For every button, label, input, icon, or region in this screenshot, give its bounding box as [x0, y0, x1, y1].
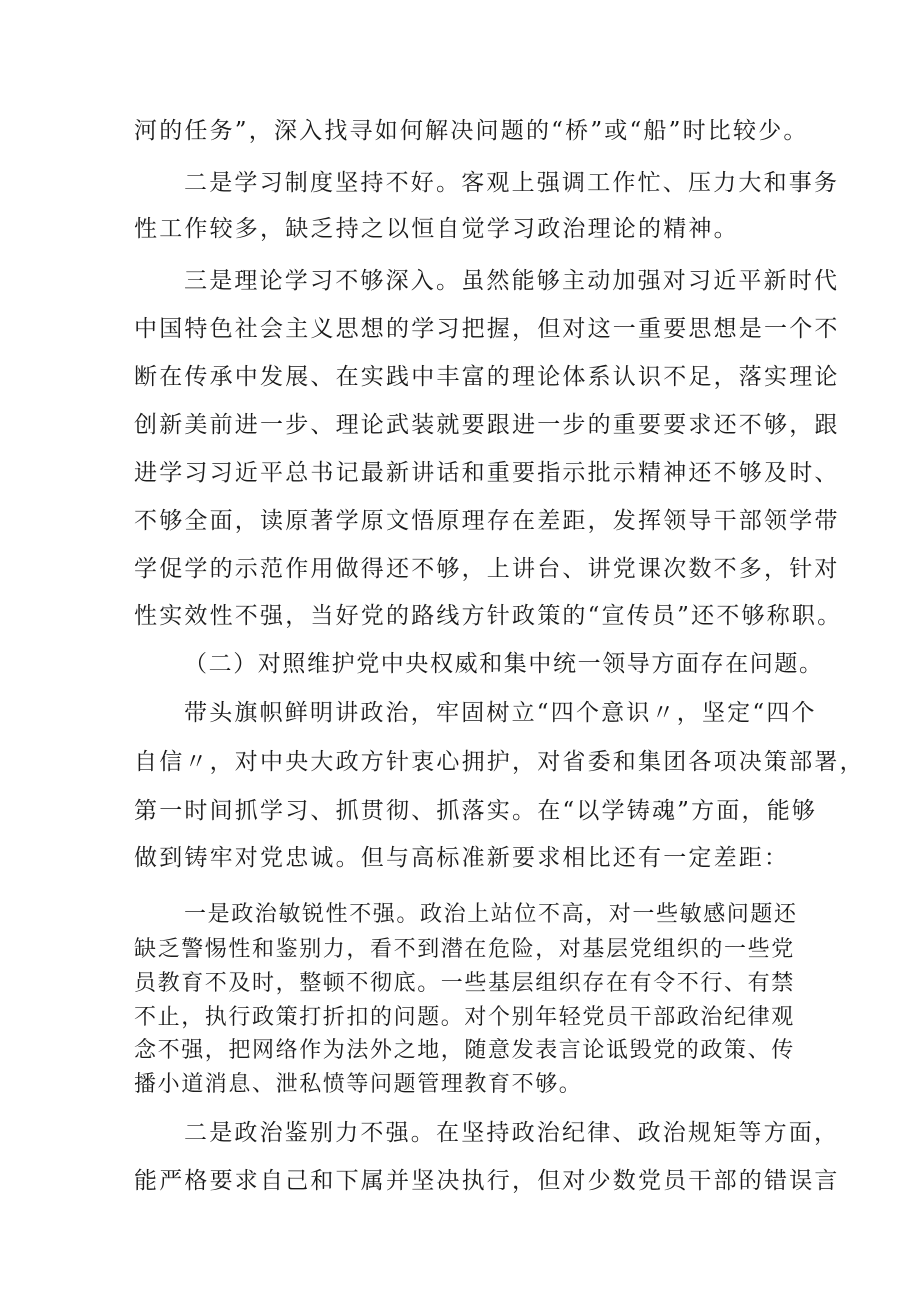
paragraph-line-19: 不止，执行政策打折扣的问题。对个别年轻党员干部政治纪律观: [134, 1005, 795, 1030]
paragraph-line-18: 员教育不及时，整顿不彻底。一些基层组织存在有令不行、有禁: [134, 971, 795, 996]
paragraph-line-4: 三是理论学习不够深入。虽然能够主动加强对习近平新时代: [184, 268, 840, 294]
paragraph-line-20: 念不强，把网络作为法外之地，随意发表言论诋毁党的政策、传: [134, 1038, 795, 1063]
section-heading: （二）对照维护党中央权威和集中统一领导方面存在问题。: [184, 651, 824, 677]
paragraph-line-9: 不够全面，读原著学原文悟原理存在差距，发挥领导干部领学带: [134, 508, 840, 534]
paragraph-line-14: 第一时间抓学习、抓贯彻、抓落实。在“以学铸魂”方面，能够: [134, 798, 818, 824]
paragraph-line-2: 二是学习制度坚持不好。客观上强调工作忙、压力大和事务: [184, 170, 840, 196]
paragraph-line-6: 断在传承中发展、在实践中丰富的理论体系认识不足，落实理论: [134, 364, 840, 390]
paragraph-line-22: 二是政治鉴别力不强。在坚持政治纪律、政治规矩等方面，: [184, 1120, 840, 1146]
paragraph-line-7: 创新美前进一步、理论武装就要跟进一步的重要要求还不够，跟: [134, 412, 840, 438]
paragraph-line-13: 自信〃，对中央大政方针衷心拥护，对省委和集团各项决策部署，: [134, 749, 865, 775]
paragraph-line-15: 做到铸牢对党忠诚。但与高标准新要求相比还有一定差距：: [134, 845, 790, 871]
paragraph-line-17: 缺乏警惕性和鉴别力，看不到潜在危险，对基层党组织的一些党: [134, 937, 795, 962]
paragraph-line-1: 河的任务”，深入找寻如何解决问题的“桥”或“船”时比较少。: [134, 118, 809, 144]
paragraph-line-8: 进学习习近平总书记最新讲话和重要指示批示精神还不够及时、: [134, 460, 840, 486]
paragraph-line-16: 一是政治敏锐性不强。政治上站位不高，对一些敏感问题还: [184, 902, 798, 927]
paragraph-line-5: 中国特色社会主义思想的学习把握，但对这一重要思想是一个不: [134, 316, 840, 342]
paragraph-line-11: 性实效性不强，当好党的路线方针政策的“宣传员”还不够称职。: [134, 603, 843, 629]
paragraph-line-23: 能严格要求自己和下属并坚决执行，但对少数党员干部的错误言: [134, 1168, 840, 1194]
paragraph-line-21: 播小道消息、泄私愤等问题管理教育不够。: [134, 1072, 583, 1097]
paragraph-line-12: 带头旗帜鲜明讲政治，牢固树立“四个意识〃，坚定“四个: [184, 700, 817, 726]
paragraph-line-10: 学促学的示范作用做得还不够，上讲台、讲党课次数不多，针对: [134, 556, 840, 582]
paragraph-line-3: 性工作较多，缺乏持之以恒自觉学习政治理论的精神。: [134, 216, 739, 242]
